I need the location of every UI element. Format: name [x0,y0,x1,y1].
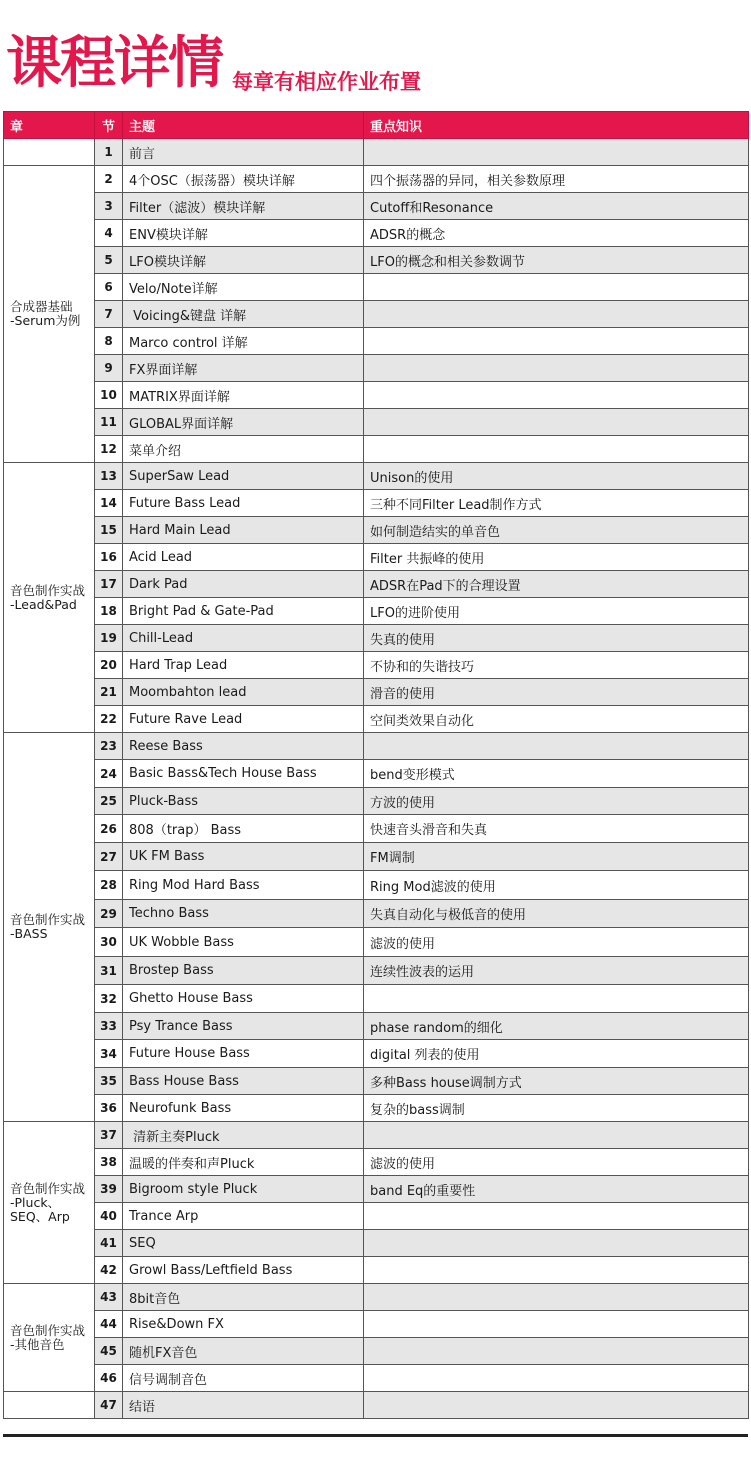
key-points-cell: 失真的使用 [364,625,749,652]
table-row [4,193,749,220]
section-number: 17 [95,571,123,598]
section-number: 37 [95,1122,123,1149]
table-row [4,1230,749,1257]
topic-cell: Ring Mod Hard Bass [123,871,364,900]
section-number: 47 [95,1392,123,1419]
topic-cell: 随机FX音色 [123,1338,364,1365]
key-points-cell: 如何制造结实的单音色 [364,517,749,544]
key-points-cell [364,985,749,1013]
table-body [4,139,749,1419]
table-row [4,928,749,957]
topic-cell: Velo/Note详解 [123,274,364,301]
table-row [4,1203,749,1230]
table-row [4,900,749,928]
key-points-cell [364,409,749,436]
section-number: 45 [95,1338,123,1365]
section-number: 20 [95,652,123,679]
table-row [4,436,749,463]
key-points-cell [364,1284,749,1311]
table-row [4,788,749,815]
key-points-cell [364,1122,749,1149]
table-row [4,517,749,544]
key-points-cell [364,139,749,166]
key-points-cell [364,1257,749,1284]
topic-cell: 菜单介绍 [123,436,364,463]
table-row [4,733,749,760]
topic-cell: Voicing&键盘 详解 [123,301,364,328]
column-header-topic: 主题 [123,112,364,139]
section-number: 44 [95,1311,123,1338]
table-row [4,1392,749,1419]
section-number: 39 [95,1176,123,1203]
key-points-cell: LFO的概念和相关参数调节 [364,247,749,274]
section-number: 21 [95,679,123,706]
topic-cell: 前言 [123,139,364,166]
header [6,32,421,96]
key-points-cell: 复杂的bass调制 [364,1095,749,1122]
key-points-cell: FM调制 [364,843,749,871]
table-row [4,1149,749,1176]
topic-cell: Future Rave Lead [123,706,364,733]
key-points-cell: 三种不同Filter Lead制作方式 [364,490,749,517]
key-points-cell [364,1311,749,1338]
topic-cell: 温暖的伴奏和声Pluck [123,1149,364,1176]
table-row [4,815,749,843]
section-number: 8 [95,328,123,355]
section-number: 15 [95,517,123,544]
section-number: 35 [95,1068,123,1095]
section-number: 38 [95,1149,123,1176]
table-row [4,1095,749,1122]
section-number: 43 [95,1284,123,1311]
topic-cell: SuperSaw Lead [123,463,364,490]
key-points-cell: digital 列表的使用 [364,1040,749,1068]
section-number: 12 [95,436,123,463]
key-points-cell [364,355,749,382]
section-number: 28 [95,871,123,900]
topic-cell: Psy Trance Bass [123,1013,364,1040]
key-points-cell: 滤波的使用 [364,1149,749,1176]
key-points-cell [364,274,749,301]
table-row [4,985,749,1013]
table-row [4,1013,749,1040]
topic-cell: 4个OSC（振荡器）模块详解 [123,166,364,193]
section-number: 18 [95,598,123,625]
topic-cell: 信号调制音色 [123,1365,364,1392]
table-row [4,463,749,490]
key-points-cell: 连续性波表的运用 [364,957,749,985]
table-row [4,274,749,301]
section-number: 3 [95,193,123,220]
key-points-cell: ADSR的概念 [364,220,749,247]
table-row [4,166,749,193]
table-row [4,598,749,625]
topic-cell: FX界面详解 [123,355,364,382]
topic-cell: Pluck-Bass [123,788,364,815]
key-points-cell [364,1365,749,1392]
table-row [4,1068,749,1095]
topic-cell: GLOBAL界面详解 [123,409,364,436]
topic-cell: Brostep Bass [123,957,364,985]
section-number: 1 [95,139,123,166]
section-number: 25 [95,788,123,815]
key-points-cell: band Eq的重要性 [364,1176,749,1203]
topic-cell: 结语 [123,1392,364,1419]
table-row [4,1311,749,1338]
key-points-cell [364,1230,749,1257]
section-number: 23 [95,733,123,760]
table-row [4,490,749,517]
topic-cell: Chill-Lead [123,625,364,652]
table-row [4,1257,749,1284]
section-number: 2 [95,166,123,193]
topic-cell: Future Bass Lead [123,490,364,517]
table-row [4,957,749,985]
section-number: 5 [95,247,123,274]
table-row [4,625,749,652]
section-number: 11 [95,409,123,436]
section-number: 6 [95,274,123,301]
chapter-cell: 音色制作实战 -其他音色 [4,1284,95,1392]
section-number: 22 [95,706,123,733]
bottom-rule [3,1434,748,1437]
key-points-cell [364,1392,749,1419]
topic-cell: MATRIX界面详解 [123,382,364,409]
column-header-chapter: 章 [4,112,95,139]
topic-cell: Trance Arp [123,1203,364,1230]
key-points-cell: 方波的使用 [364,788,749,815]
topic-cell: ENV模块详解 [123,220,364,247]
table-row [4,355,749,382]
key-points-cell: phase random的细化 [364,1013,749,1040]
key-points-cell: Filter 共振峰的使用 [364,544,749,571]
topic-cell: 808（trap） Bass [123,815,364,843]
topic-cell: Marco control 详解 [123,328,364,355]
section-number: 26 [95,815,123,843]
section-number: 36 [95,1095,123,1122]
section-number: 9 [95,355,123,382]
chapter-cell [4,1392,95,1419]
section-number: 10 [95,382,123,409]
topic-cell: Hard Trap Lead [123,652,364,679]
section-number: 31 [95,957,123,985]
topic-cell: Dark Pad [123,571,364,598]
topic-cell: 8bit音色 [123,1284,364,1311]
key-points-cell [364,436,749,463]
key-points-cell: LFO的进阶使用 [364,598,749,625]
table-row [4,1176,749,1203]
topic-cell: Neurofunk Bass [123,1095,364,1122]
key-points-cell [364,1203,749,1230]
topic-cell: Basic Bass&Tech House Bass [123,760,364,788]
table-row [4,409,749,436]
table-row [4,679,749,706]
key-points-cell [364,301,749,328]
chapter-cell: 音色制作实战 -Pluck、 SEQ、Arp [4,1122,95,1284]
topic-cell: Moombahton lead [123,679,364,706]
table-row [4,1040,749,1068]
key-points-cell [364,733,749,760]
topic-cell: Filter（滤波）模块详解 [123,193,364,220]
topic-cell: Bright Pad & Gate-Pad [123,598,364,625]
section-number: 40 [95,1203,123,1230]
key-points-cell: 失真自动化与极低音的使用 [364,900,749,928]
topic-cell: Rise&Down FX [123,1311,364,1338]
section-number: 42 [95,1257,123,1284]
table-row [4,571,749,598]
key-points-cell: 不协和的失谐技巧 [364,652,749,679]
topic-cell: Ghetto House Bass [123,985,364,1013]
course-table [3,111,749,1419]
table-row [4,843,749,871]
table-row [4,220,749,247]
section-number: 7 [95,301,123,328]
key-points-cell: 滤波的使用 [364,928,749,957]
page-subtitle: 每章有相应作业布置 [232,70,421,94]
table-row [4,652,749,679]
key-points-cell: Ring Mod滤波的使用 [364,871,749,900]
section-number: 46 [95,1365,123,1392]
key-points-cell: Unison的使用 [364,463,749,490]
topic-cell: Acid Lead [123,544,364,571]
table-row [4,139,749,166]
section-number: 41 [95,1230,123,1257]
key-points-cell: ADSR在Pad下的合理设置 [364,571,749,598]
section-number: 16 [95,544,123,571]
table-row [4,1365,749,1392]
chapter-cell: 音色制作实战 -BASS [4,733,95,1122]
key-points-cell: bend变形模式 [364,760,749,788]
table-row [4,544,749,571]
topic-cell: 清新主奏Pluck [123,1122,364,1149]
table-row [4,382,749,409]
key-points-cell: 快速音头滑音和失真 [364,815,749,843]
key-points-cell: 滑音的使用 [364,679,749,706]
topic-cell: SEQ [123,1230,364,1257]
section-number: 33 [95,1013,123,1040]
page-title: 课程详情 [6,31,222,96]
key-points-cell [364,328,749,355]
chapter-cell: 音色制作实战 -Lead&Pad [4,463,95,733]
topic-cell: Bass House Bass [123,1068,364,1095]
section-number: 27 [95,843,123,871]
table-row [4,760,749,788]
section-number: 13 [95,463,123,490]
chapter-cell [4,139,95,166]
table-row [4,1338,749,1365]
table-row [4,1284,749,1311]
topic-cell: UK FM Bass [123,843,364,871]
table-row [4,1122,749,1149]
section-number: 29 [95,900,123,928]
topic-cell: Growl Bass/Leftfield Bass [123,1257,364,1284]
section-number: 34 [95,1040,123,1068]
table-row [4,706,749,733]
key-points-cell [364,1338,749,1365]
section-number: 19 [95,625,123,652]
topic-cell: Techno Bass [123,900,364,928]
topic-cell: LFO模块详解 [123,247,364,274]
table-header-row [4,112,749,139]
table-row [4,871,749,900]
topic-cell: Bigroom style Pluck [123,1176,364,1203]
key-points-cell: 多种Bass house调制方式 [364,1068,749,1095]
key-points-cell: Cutoff和Resonance [364,193,749,220]
topic-cell: Reese Bass [123,733,364,760]
topic-cell: Hard Main Lead [123,517,364,544]
section-number: 14 [95,490,123,517]
section-number: 24 [95,760,123,788]
table-row [4,328,749,355]
table-row [4,301,749,328]
table-row [4,247,749,274]
section-number: 32 [95,985,123,1013]
section-number: 4 [95,220,123,247]
column-header-section: 节 [95,112,123,139]
chapter-cell: 合成器基础 -Serum为例 [4,166,95,463]
key-points-cell: 四个振荡器的异同，相关参数原理 [364,166,749,193]
key-points-cell [364,382,749,409]
topic-cell: UK Wobble Bass [123,928,364,957]
key-points-cell: 空间类效果自动化 [364,706,749,733]
topic-cell: Future House Bass [123,1040,364,1068]
column-header-key-points: 重点知识 [364,112,749,139]
section-number: 30 [95,928,123,957]
